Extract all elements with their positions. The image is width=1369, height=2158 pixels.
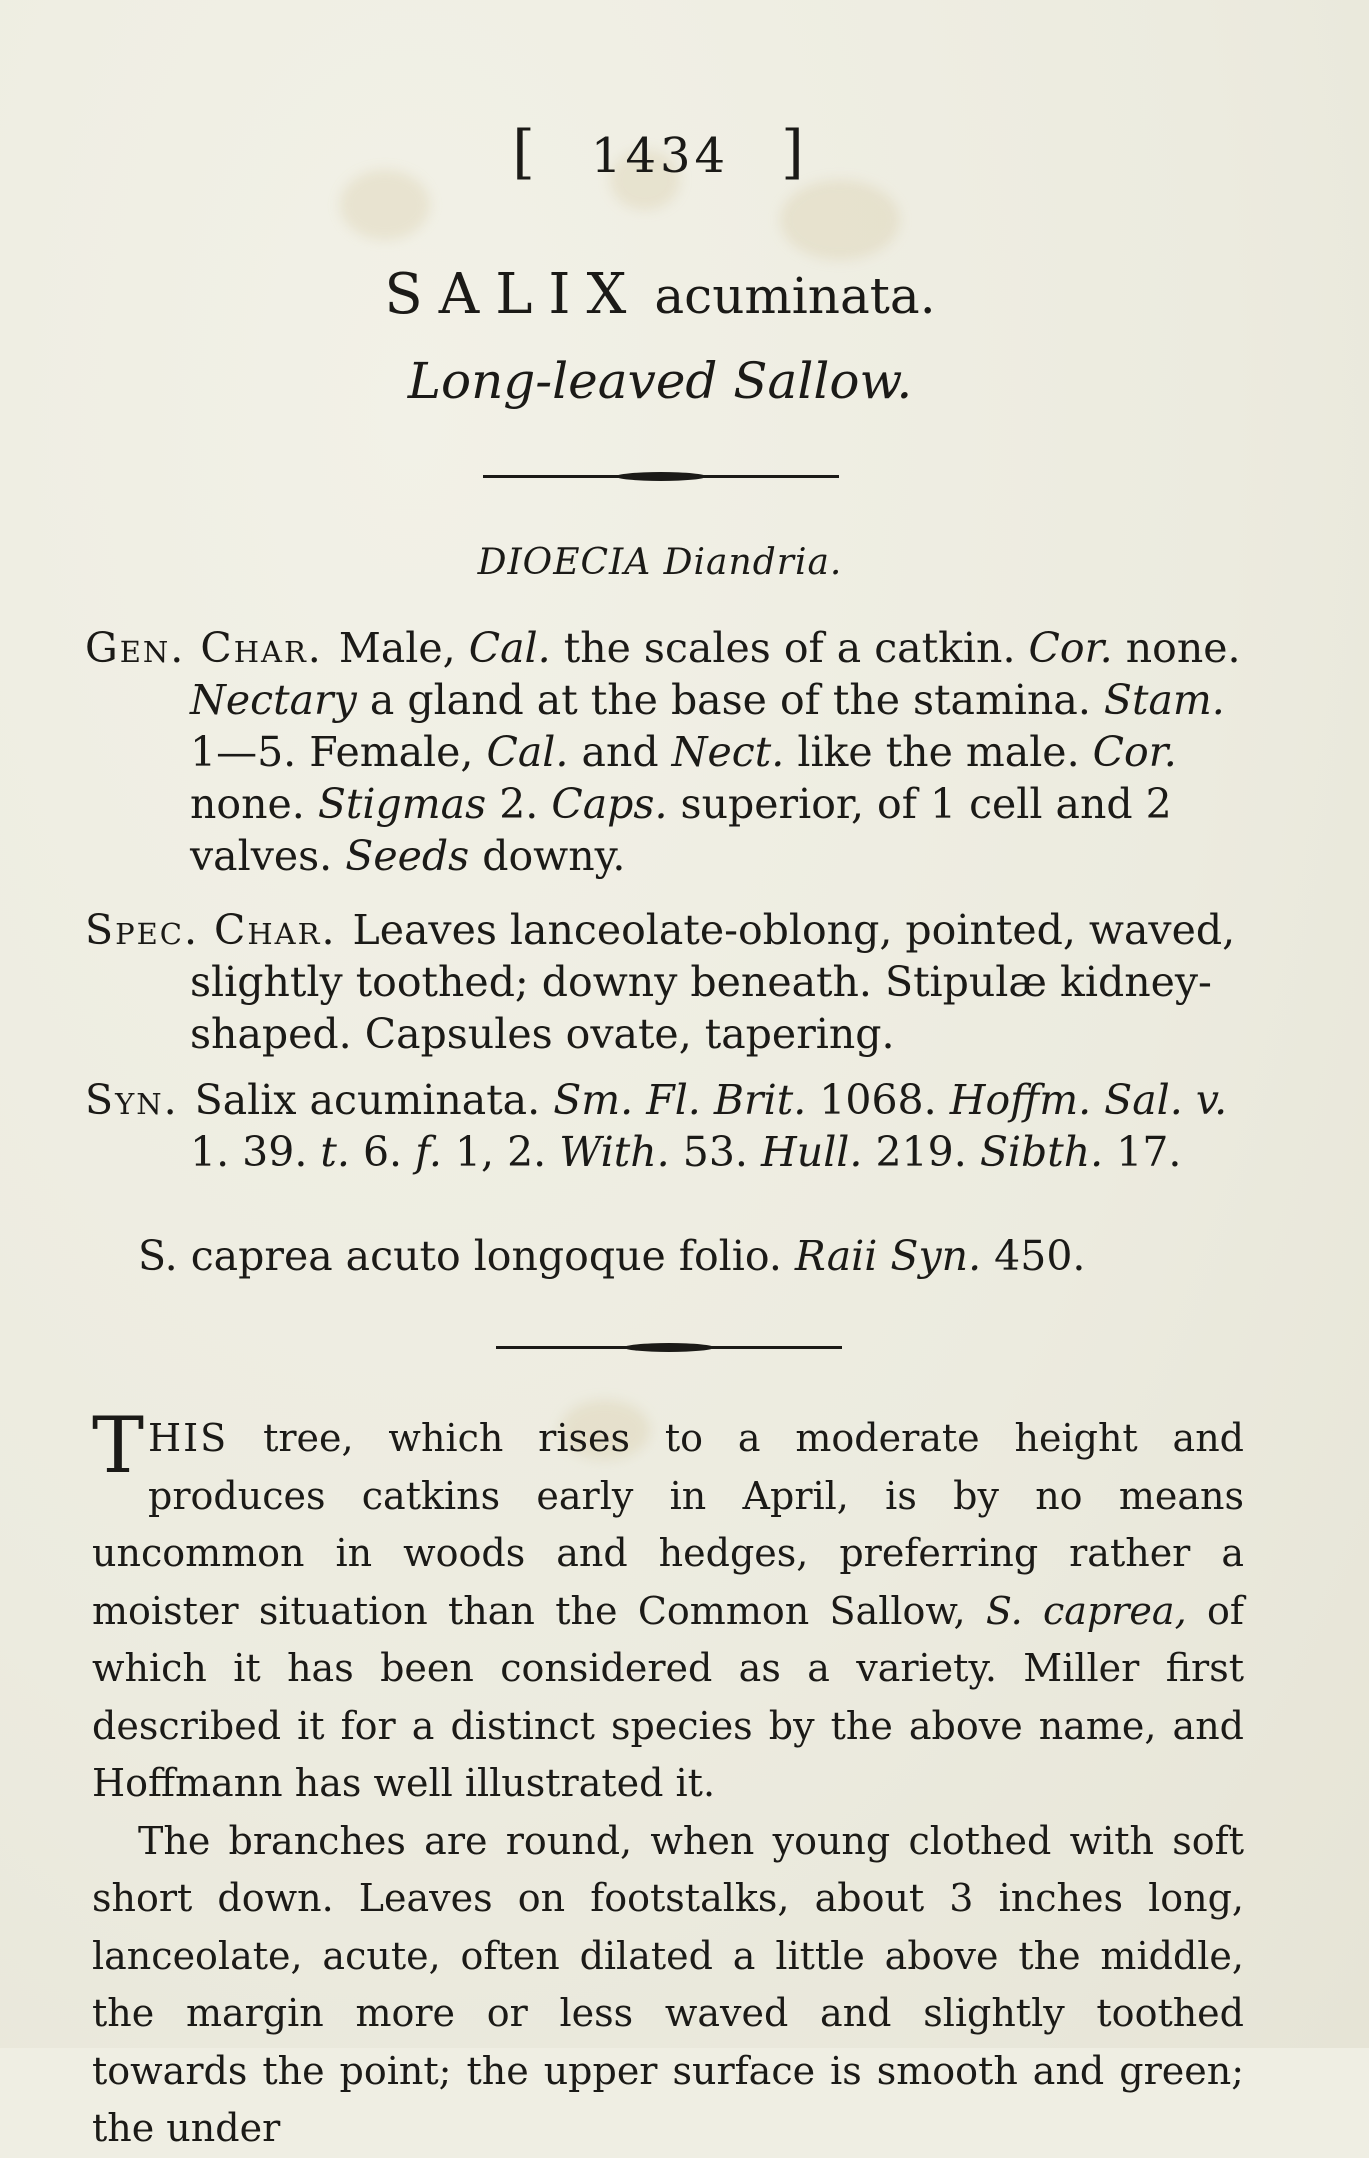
species-name: acuminata. xyxy=(654,267,936,325)
ornamental-rule-bottom xyxy=(496,1346,842,1349)
page-number xyxy=(0,118,1320,186)
ornamental-rule-top xyxy=(483,475,839,478)
common-name: Long-leaved Sallow. xyxy=(407,352,913,410)
synonymy: Syn. Salix acuminata. Sm. Fl. Brit. 1068. Hoffm. Sal. v. 1. 39. t. 6. f. 1, 2. With. 53. Hull. 219. Sibth. 17. xyxy=(85,1076,1228,1176)
page-number-value: 1434 xyxy=(590,128,730,184)
species-title xyxy=(0,262,1320,327)
generic-character: Gen. Char. Male, Cal. the scales of a catkin. Cor. none. Nectary a gland at the base of the stamina. Stam. 1—5. Female, Cal. and Nect. like the male. Cor. none. Stigmas 2. Caps. superior, of 1 cell and 2 valves. Seeds downy. xyxy=(85,624,1241,880)
gen-char-label: Gen. Char. xyxy=(85,624,323,672)
genus-name: SALIX xyxy=(384,262,643,327)
drop-cap: T xyxy=(92,1401,145,1491)
paragraph-2: The branches are round, when young clothed with soft short down. Leaves on footstalks, about 3 inches long, lanceolate, acute, often dilated a little above the middle, the margin more or less waved and slightly toothed towards the point; the upper surface is smooth and green; the under xyxy=(92,1818,1244,2150)
syn-label: Syn. xyxy=(85,1076,179,1124)
specific-character xyxy=(85,904,1245,1060)
bracket-close: ] xyxy=(781,118,808,186)
synonymy-second-entry: S. caprea acuto longoque folio. Raii Syn. 450. xyxy=(138,1232,1086,1280)
paragraph-1: THIS tree, which rises to a moderate height and produces catkins early in April, is by no means uncommon in woods and hedges, preferring rather a moister situation than the Common Sallow, S. caprea, of which it has been considered as a variety. Miller first described it for a distinct species by the above name, and Hoffmann has well illustrated it. xyxy=(92,1401,1244,1805)
spec-char-label: Spec. Char. xyxy=(85,906,337,954)
spec-char-text: Leaves lanceolate-oblong, pointed, waved, slightly toothed; downy beneath. Stipulæ kidney-shaped. Capsules ovate, tapering. xyxy=(190,906,1236,1058)
classification: DIOECIA Diandria. xyxy=(477,542,843,583)
bracket-open: [ xyxy=(512,118,539,186)
description-text xyxy=(92,1401,1244,2158)
